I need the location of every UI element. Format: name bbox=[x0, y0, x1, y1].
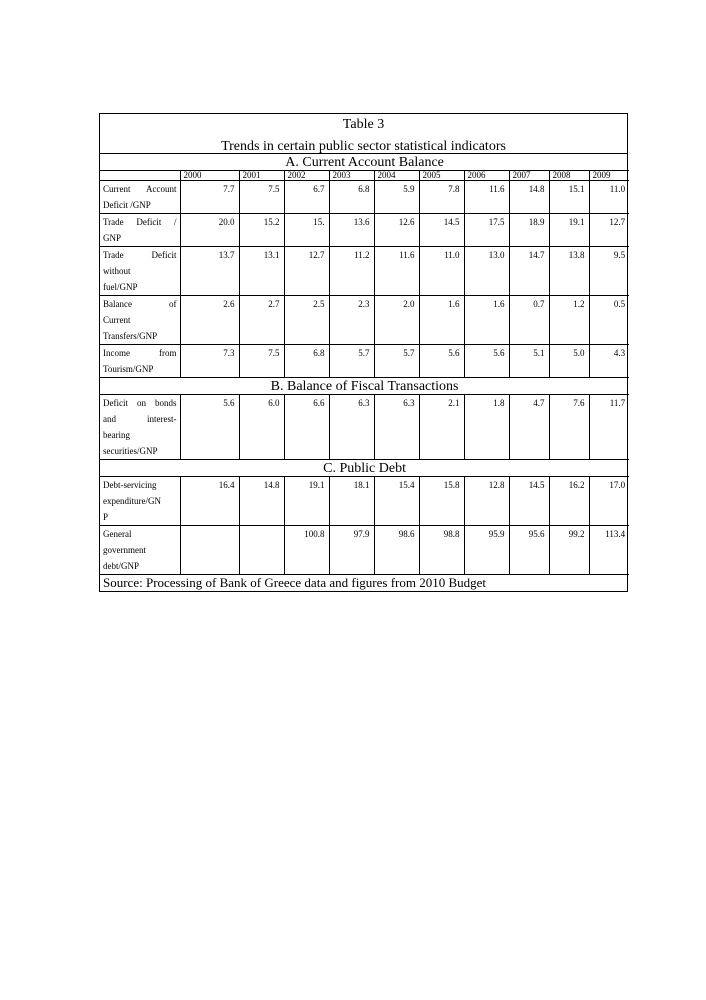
value-cell: 5.1 bbox=[509, 345, 549, 378]
value-cell: 15.4 bbox=[374, 477, 419, 526]
value-cell: 15.8 bbox=[419, 477, 464, 526]
value-cell: 1.2 bbox=[549, 296, 589, 345]
value-cell: 97.9 bbox=[329, 526, 374, 575]
value-cell: 2.6 bbox=[180, 296, 239, 345]
table-row bbox=[100, 296, 629, 345]
section-b-row bbox=[100, 378, 629, 395]
row-label-line: Deficit on bonds bbox=[103, 398, 177, 408]
table-row bbox=[100, 214, 629, 247]
row-label-line: fuel/GNP bbox=[103, 282, 138, 292]
value-cell: 1.8 bbox=[464, 395, 509, 460]
row-label-line: bearing bbox=[103, 430, 130, 440]
value-cell: 5.6 bbox=[464, 345, 509, 378]
value-cell: 15.2 bbox=[239, 214, 284, 247]
value-cell bbox=[180, 526, 239, 575]
value-cell: 12.6 bbox=[374, 214, 419, 247]
section-a-heading: A. Current Account Balance bbox=[100, 154, 629, 171]
value-cell: 5.0 bbox=[549, 345, 589, 378]
value-cell: 7.5 bbox=[239, 345, 284, 378]
value-cell: 2.7 bbox=[239, 296, 284, 345]
value-cell: 20.0 bbox=[180, 214, 239, 247]
year-header: 2006 bbox=[464, 171, 509, 181]
row-label bbox=[100, 345, 180, 378]
row-label-line: Current bbox=[103, 315, 131, 325]
table-row bbox=[100, 345, 629, 378]
table-subtitle: Trends in certain public sector statistical indicators bbox=[100, 136, 627, 154]
value-cell: 5.9 bbox=[374, 181, 419, 214]
value-cell: 13.0 bbox=[464, 247, 509, 296]
table-row bbox=[100, 477, 629, 526]
row-label-line: expenditure/GN bbox=[103, 496, 161, 506]
value-cell: 12.7 bbox=[589, 214, 629, 247]
value-cell: 2.3 bbox=[329, 296, 374, 345]
value-cell: 1.6 bbox=[464, 296, 509, 345]
value-cell: 14.8 bbox=[509, 181, 549, 214]
value-cell: 14.7 bbox=[509, 247, 549, 296]
value-cell: 7.7 bbox=[180, 181, 239, 214]
value-cell: 11.6 bbox=[374, 247, 419, 296]
row-label-line: Trade Deficit bbox=[103, 250, 177, 260]
value-cell: 5.6 bbox=[419, 345, 464, 378]
table-row bbox=[100, 395, 629, 460]
row-label-line: Debt-servicing bbox=[103, 480, 157, 490]
value-cell: 18.1 bbox=[329, 477, 374, 526]
year-header: 2009 bbox=[589, 171, 629, 181]
value-cell: 13.7 bbox=[180, 247, 239, 296]
row-label-line: GNP bbox=[103, 233, 122, 243]
value-cell: 18.9 bbox=[509, 214, 549, 247]
row-label bbox=[100, 247, 180, 296]
row-label bbox=[100, 181, 180, 214]
value-cell: 7.6 bbox=[549, 395, 589, 460]
table-title: Table 3 bbox=[342, 117, 385, 132]
value-cell: 11.0 bbox=[419, 247, 464, 296]
value-cell: 17.5 bbox=[464, 214, 509, 247]
value-cell: 98.6 bbox=[374, 526, 419, 575]
value-cell: 15.1 bbox=[549, 181, 589, 214]
years-header-row bbox=[100, 171, 629, 181]
value-cell: 6.8 bbox=[284, 345, 329, 378]
year-header: 2003 bbox=[329, 171, 374, 181]
value-cell: 14.5 bbox=[509, 477, 549, 526]
value-cell: 6.0 bbox=[239, 395, 284, 460]
row-label bbox=[100, 296, 180, 345]
row-label-line: Tourism/GNP bbox=[103, 364, 154, 374]
value-cell: 16.4 bbox=[180, 477, 239, 526]
year-header: 2004 bbox=[374, 171, 419, 181]
row-label bbox=[100, 214, 180, 247]
section-c-row bbox=[100, 460, 629, 477]
row-label-line: debt/GNP bbox=[103, 561, 139, 571]
value-cell: 14.8 bbox=[239, 477, 284, 526]
value-cell: 6.3 bbox=[329, 395, 374, 460]
value-cell: 98.8 bbox=[419, 526, 464, 575]
row-label-line: P bbox=[103, 512, 109, 522]
value-cell: 12.7 bbox=[284, 247, 329, 296]
row-label bbox=[100, 526, 180, 575]
value-cell: 95.6 bbox=[509, 526, 549, 575]
value-cell: 5.7 bbox=[374, 345, 419, 378]
value-cell: 11.0 bbox=[589, 181, 629, 214]
value-cell bbox=[239, 526, 284, 575]
year-header: 2001 bbox=[239, 171, 284, 181]
value-cell: 5.6 bbox=[180, 395, 239, 460]
year-header: 2000 bbox=[180, 171, 239, 181]
value-cell: 4.7 bbox=[509, 395, 549, 460]
row-label-line: Trade Deficit / bbox=[103, 217, 177, 227]
value-cell: 11.2 bbox=[329, 247, 374, 296]
row-label bbox=[100, 395, 180, 460]
section-c-heading: C. Public Debt bbox=[100, 460, 629, 477]
value-cell: 99.2 bbox=[549, 526, 589, 575]
value-cell: 16.2 bbox=[549, 477, 589, 526]
source-note: Source: Processing of Bank of Greece data and figures from 2010 Budget bbox=[100, 575, 629, 592]
value-cell: 7.5 bbox=[239, 181, 284, 214]
years-header-blank bbox=[100, 171, 180, 181]
section-a-row bbox=[100, 154, 629, 171]
value-cell: 19.1 bbox=[549, 214, 589, 247]
row-label-line: and interest- bbox=[103, 414, 177, 424]
row-label-line: Transfers/GNP bbox=[103, 331, 158, 341]
row-label-line: Income from bbox=[103, 348, 177, 358]
value-cell: 5.7 bbox=[329, 345, 374, 378]
source-row bbox=[100, 575, 629, 592]
value-cell: 12.8 bbox=[464, 477, 509, 526]
value-cell: 0.5 bbox=[589, 296, 629, 345]
value-cell: 4.3 bbox=[589, 345, 629, 378]
value-cell: 7.3 bbox=[180, 345, 239, 378]
row-label-line: Balance of bbox=[103, 299, 177, 309]
section-b-heading: B. Balance of Fiscal Transactions bbox=[100, 378, 629, 395]
row-label-line: Deficit /GNP bbox=[103, 200, 151, 210]
row-label-line: Current Account bbox=[103, 184, 177, 194]
row-label-line: without bbox=[103, 266, 131, 276]
row-label-line: government bbox=[103, 545, 146, 555]
value-cell: 6.3 bbox=[374, 395, 419, 460]
year-header: 2002 bbox=[284, 171, 329, 181]
value-cell: 17.0 bbox=[589, 477, 629, 526]
value-cell: 11.7 bbox=[589, 395, 629, 460]
table-row bbox=[100, 526, 629, 575]
value-cell: 6.6 bbox=[284, 395, 329, 460]
value-cell: 9.5 bbox=[589, 247, 629, 296]
value-cell: 14.5 bbox=[419, 214, 464, 247]
value-cell: 2.5 bbox=[284, 296, 329, 345]
value-cell: 11.6 bbox=[464, 181, 509, 214]
value-cell: 6.7 bbox=[284, 181, 329, 214]
value-cell: 6.8 bbox=[329, 181, 374, 214]
value-cell: 113.4 bbox=[589, 526, 629, 575]
year-header: 2008 bbox=[549, 171, 589, 181]
table-row bbox=[100, 181, 629, 214]
row-label bbox=[100, 477, 180, 526]
year-header: 2005 bbox=[419, 171, 464, 181]
row-label-line: securities/GNP bbox=[103, 446, 158, 456]
row-label-line: General bbox=[103, 529, 132, 539]
value-cell: 95.9 bbox=[464, 526, 509, 575]
value-cell: 2.0 bbox=[374, 296, 419, 345]
value-cell: 7.8 bbox=[419, 181, 464, 214]
value-cell: 0.7 bbox=[509, 296, 549, 345]
table-row bbox=[100, 247, 629, 296]
value-cell: 13.6 bbox=[329, 214, 374, 247]
value-cell: 1.6 bbox=[419, 296, 464, 345]
statistics-table-container bbox=[99, 113, 628, 592]
indicators-table bbox=[100, 154, 629, 591]
value-cell: 15. bbox=[284, 214, 329, 247]
value-cell: 19.1 bbox=[284, 477, 329, 526]
value-cell: 2.1 bbox=[419, 395, 464, 460]
value-cell: 100.8 bbox=[284, 526, 329, 575]
value-cell: 13.1 bbox=[239, 247, 284, 296]
year-header: 2007 bbox=[509, 171, 549, 181]
value-cell: 13.8 bbox=[549, 247, 589, 296]
